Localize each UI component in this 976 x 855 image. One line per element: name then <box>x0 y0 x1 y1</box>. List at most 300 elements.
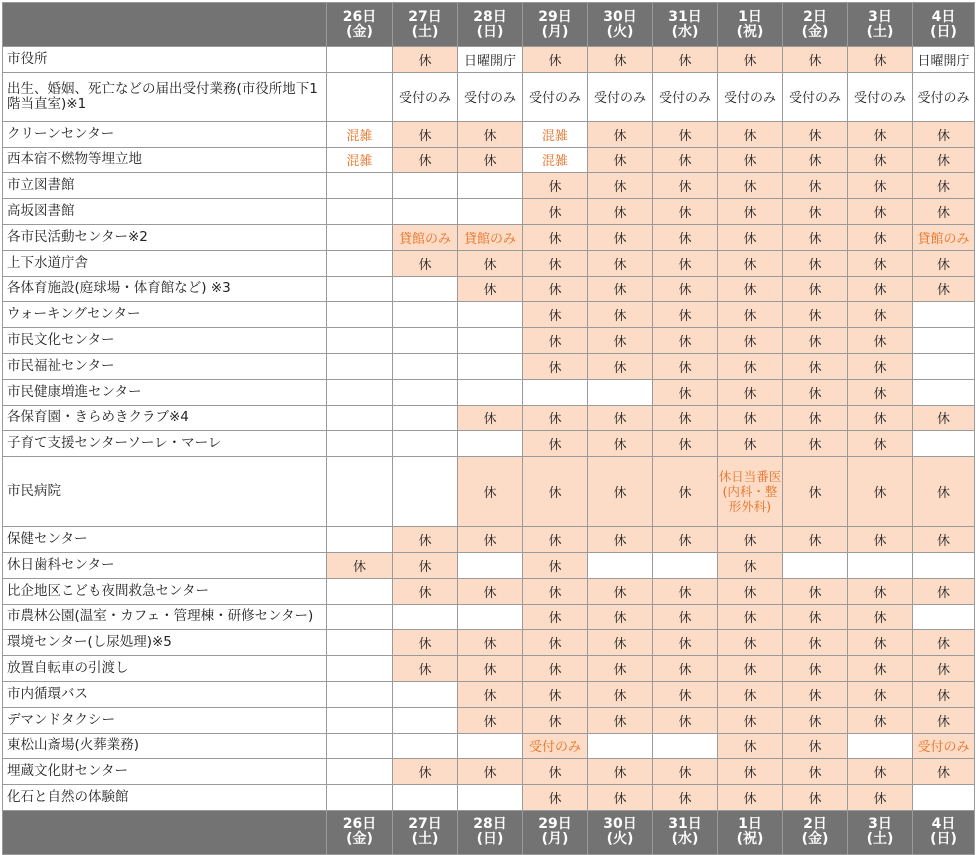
status-cell <box>327 405 393 431</box>
status-cell: 休 <box>783 250 848 276</box>
facility-name: 市民健康増進センター <box>3 379 327 405</box>
header-date-0 <box>327 3 393 47</box>
footer-date-3 <box>523 810 588 854</box>
status-cell: 休 <box>653 405 718 431</box>
status-cell: 休 <box>913 147 975 173</box>
facility-name: 各体育施設(庭球場・体育館など) ※3 <box>3 276 327 302</box>
status-cell <box>588 379 653 405</box>
date-weekday: (日) <box>930 831 957 848</box>
status-cell <box>393 681 458 707</box>
status-cell: 休 <box>848 147 913 173</box>
table-row <box>3 353 975 379</box>
status-cell: 休 <box>783 630 848 656</box>
status-cell: 休 <box>848 250 913 276</box>
status-cell: 休 <box>848 630 913 656</box>
status-cell: 休 <box>783 379 848 405</box>
status-cell: 休 <box>588 353 653 379</box>
status-cell: 休 <box>458 276 523 302</box>
status-cell <box>393 785 458 811</box>
status-cell <box>393 328 458 354</box>
status-cell: 受付のみ <box>913 733 975 759</box>
facility-name: 西本宿不燃物等埋立地 <box>3 147 327 173</box>
status-cell: 休 <box>458 457 523 527</box>
status-cell: 休 <box>653 578 718 604</box>
status-cell: 休 <box>523 604 588 630</box>
date-day: 3日 <box>868 8 892 25</box>
date-weekday: (水) <box>671 831 699 848</box>
status-cell: 休 <box>588 578 653 604</box>
status-cell: 休 <box>913 707 975 733</box>
facility-name: ウォーキングセンター <box>3 302 327 328</box>
facility-name: 出生、婚姻、死亡などの届出受付業務(市役所地下1階当直室)※1 <box>3 72 327 121</box>
status-cell <box>327 707 393 733</box>
status-cell <box>327 457 393 527</box>
status-cell: 休 <box>848 785 913 811</box>
facility-name: 市民病院 <box>3 457 327 527</box>
facility-name: 市立図書館 <box>3 173 327 199</box>
status-cell: 休 <box>523 173 588 199</box>
status-cell <box>523 379 588 405</box>
status-cell: 休 <box>783 604 848 630</box>
status-cell: 休 <box>523 224 588 250</box>
status-cell <box>458 552 523 578</box>
status-cell: 受付のみ <box>653 72 718 121</box>
status-cell: 休 <box>718 656 783 682</box>
status-cell: 休 <box>783 276 848 302</box>
status-cell: 休 <box>653 527 718 553</box>
status-cell: 休 <box>653 276 718 302</box>
status-cell: 休 <box>718 578 783 604</box>
status-cell: 休 <box>718 276 783 302</box>
status-cell: 休 <box>653 199 718 225</box>
table-row <box>3 199 975 225</box>
status-cell: 休 <box>718 379 783 405</box>
header-date-3 <box>523 3 588 47</box>
date-weekday: (土) <box>866 831 894 848</box>
status-cell: 休 <box>913 405 975 431</box>
header-date-8 <box>848 3 913 47</box>
status-cell <box>458 199 523 225</box>
date-day: 28日 <box>473 8 507 25</box>
status-cell <box>458 733 523 759</box>
status-cell <box>588 733 653 759</box>
table-row <box>3 250 975 276</box>
status-cell: 休 <box>458 759 523 785</box>
status-cell: 休 <box>523 707 588 733</box>
status-cell: 休 <box>718 224 783 250</box>
status-cell: 休 <box>913 630 975 656</box>
status-cell: 休 <box>458 147 523 173</box>
status-cell: 休 <box>653 250 718 276</box>
status-cell: 休 <box>913 527 975 553</box>
header-date-9 <box>913 3 975 47</box>
status-cell: 休 <box>588 759 653 785</box>
status-cell: 日曜開庁 <box>913 47 975 73</box>
status-cell: 混雑 <box>327 147 393 173</box>
status-cell: 休 <box>588 250 653 276</box>
status-cell: 休 <box>848 379 913 405</box>
status-cell <box>327 224 393 250</box>
table-row <box>3 302 975 328</box>
status-cell: 休 <box>327 552 393 578</box>
status-cell: 休 <box>783 147 848 173</box>
header-date-7 <box>783 3 848 47</box>
status-cell: 休 <box>393 552 458 578</box>
status-cell: 受付のみ <box>523 72 588 121</box>
status-cell: 休 <box>913 759 975 785</box>
status-cell: 休 <box>783 785 848 811</box>
table-row <box>3 457 975 527</box>
status-cell: 休 <box>848 302 913 328</box>
table-row <box>3 173 975 199</box>
status-cell: 受付のみ <box>848 72 913 121</box>
status-cell: 休 <box>393 759 458 785</box>
status-cell: 混雑 <box>523 147 588 173</box>
status-cell <box>327 527 393 553</box>
facility-name: 市農林公園(温室・カフェ・管理棟・研修センター) <box>3 604 327 630</box>
status-cell: 休 <box>523 785 588 811</box>
status-cell <box>848 733 913 759</box>
status-cell: 休 <box>783 121 848 147</box>
status-cell: 休 <box>653 630 718 656</box>
facility-name: 市民福祉センター <box>3 353 327 379</box>
status-cell <box>327 759 393 785</box>
status-cell: 休 <box>913 121 975 147</box>
date-day: 1日 <box>738 816 762 833</box>
date-header <box>3 3 975 47</box>
date-footer <box>3 810 975 854</box>
status-cell <box>458 353 523 379</box>
date-weekday: (日) <box>476 23 504 40</box>
status-cell: 休 <box>848 527 913 553</box>
status-cell: 貸館のみ <box>913 224 975 250</box>
date-weekday: (月) <box>541 831 569 848</box>
status-cell: 休 <box>783 578 848 604</box>
status-cell: 休 <box>393 47 458 73</box>
status-cell: 休 <box>848 656 913 682</box>
date-weekday: (日) <box>476 831 504 848</box>
date-day: 2日 <box>803 816 827 833</box>
status-cell <box>327 656 393 682</box>
date-day: 2日 <box>803 8 827 25</box>
status-cell: 休 <box>718 250 783 276</box>
status-cell: 休 <box>523 199 588 225</box>
table-row <box>3 707 975 733</box>
date-day: 30日 <box>603 816 637 833</box>
status-cell <box>393 353 458 379</box>
status-cell: 休 <box>458 121 523 147</box>
status-cell <box>458 379 523 405</box>
table-row <box>3 578 975 604</box>
status-cell: 休 <box>458 656 523 682</box>
status-cell: 休 <box>523 578 588 604</box>
status-cell: 受付のみ <box>393 72 458 121</box>
status-cell: 休 <box>848 405 913 431</box>
table-row <box>3 405 975 431</box>
status-cell: 受付のみ <box>718 72 783 121</box>
status-cell <box>458 604 523 630</box>
status-cell: 受付のみ <box>458 72 523 121</box>
status-cell: 休 <box>913 457 975 527</box>
status-cell: 休 <box>588 328 653 354</box>
status-cell: 休 <box>848 199 913 225</box>
status-cell <box>588 552 653 578</box>
date-day: 29日 <box>538 8 572 25</box>
status-cell <box>327 379 393 405</box>
status-cell <box>327 173 393 199</box>
status-cell: 休 <box>783 733 848 759</box>
status-cell: 休 <box>458 630 523 656</box>
status-cell: 休 <box>588 302 653 328</box>
date-day: 29日 <box>538 816 572 833</box>
date-weekday: (祝) <box>736 831 764 848</box>
table-row <box>3 47 975 73</box>
status-cell: 休 <box>848 121 913 147</box>
header-date-1 <box>393 3 458 47</box>
facility-name: 埋蔵文化財センター <box>3 759 327 785</box>
status-cell: 休 <box>523 250 588 276</box>
status-cell: 休 <box>653 681 718 707</box>
status-cell: 休日当番医(内科・整形外科) <box>718 457 783 527</box>
status-cell: 休 <box>718 147 783 173</box>
status-cell <box>913 552 975 578</box>
date-day: 4日 <box>931 8 956 25</box>
status-cell: 休 <box>588 457 653 527</box>
footer-date-0 <box>327 810 393 854</box>
status-cell: 休 <box>653 785 718 811</box>
status-cell: 受付のみ <box>783 72 848 121</box>
facility-name: 子育て支援センターソーレ・マーレ <box>3 431 327 457</box>
status-cell: 休 <box>913 199 975 225</box>
status-cell <box>393 707 458 733</box>
facility-name: 各保育園・きらめきクラブ※4 <box>3 405 327 431</box>
status-cell: 休 <box>458 405 523 431</box>
status-cell: 休 <box>588 121 653 147</box>
table-row <box>3 328 975 354</box>
status-cell: 休 <box>653 457 718 527</box>
facility-name: 市民文化センター <box>3 328 327 354</box>
facility-name: 比企地区こども夜間救急センター <box>3 578 327 604</box>
status-cell: 休 <box>588 431 653 457</box>
status-cell: 休 <box>718 604 783 630</box>
table-row <box>3 604 975 630</box>
status-cell: 休 <box>783 224 848 250</box>
status-cell: 休 <box>523 302 588 328</box>
table-row <box>3 121 975 147</box>
status-cell: 休 <box>848 276 913 302</box>
table-row <box>3 552 975 578</box>
status-cell: 休 <box>848 47 913 73</box>
facility-name: 環境センター(し尿処理)※5 <box>3 630 327 656</box>
status-cell: 休 <box>393 656 458 682</box>
status-cell: 休 <box>783 759 848 785</box>
date-weekday: (金) <box>346 831 373 848</box>
status-cell: 休 <box>588 47 653 73</box>
status-cell <box>393 405 458 431</box>
table-row <box>3 431 975 457</box>
status-cell <box>913 302 975 328</box>
status-cell: 休 <box>588 785 653 811</box>
status-cell: 休 <box>718 121 783 147</box>
status-cell: 休 <box>913 276 975 302</box>
status-cell: 休 <box>718 405 783 431</box>
status-cell: 休 <box>913 173 975 199</box>
status-cell: 休 <box>588 630 653 656</box>
status-cell <box>913 328 975 354</box>
status-cell: 休 <box>523 47 588 73</box>
status-cell <box>327 302 393 328</box>
status-cell: 休 <box>458 527 523 553</box>
status-cell <box>327 578 393 604</box>
footer-date-8 <box>848 810 913 854</box>
facility-name: 市内循環バス <box>3 681 327 707</box>
status-cell: 休 <box>783 707 848 733</box>
status-cell: 休 <box>913 681 975 707</box>
table-row <box>3 656 975 682</box>
status-cell <box>783 552 848 578</box>
date-day: 3日 <box>868 816 892 833</box>
status-cell: 休 <box>848 224 913 250</box>
status-cell <box>327 681 393 707</box>
status-cell: 休 <box>653 224 718 250</box>
status-cell: 混雑 <box>523 121 588 147</box>
status-cell <box>327 353 393 379</box>
status-cell: 休 <box>588 707 653 733</box>
status-cell: 休 <box>523 405 588 431</box>
status-cell: 休 <box>653 302 718 328</box>
date-weekday: (火) <box>606 23 634 40</box>
date-weekday: (金) <box>801 831 829 848</box>
status-cell <box>913 431 975 457</box>
status-cell: 休 <box>588 276 653 302</box>
table-row <box>3 72 975 121</box>
status-cell <box>393 173 458 199</box>
status-cell <box>393 302 458 328</box>
facility-name: クリーンセンター <box>3 121 327 147</box>
table-row <box>3 630 975 656</box>
footer-date-7 <box>783 810 848 854</box>
footer-date-4 <box>588 810 653 854</box>
date-weekday: (祝) <box>736 23 764 40</box>
date-day: 28日 <box>473 816 507 833</box>
status-cell <box>327 328 393 354</box>
status-cell: 休 <box>653 353 718 379</box>
footer-corner <box>3 810 327 854</box>
status-cell: 休 <box>458 681 523 707</box>
status-cell: 休 <box>913 578 975 604</box>
status-cell: 休 <box>588 527 653 553</box>
status-cell <box>393 431 458 457</box>
status-cell: 休 <box>718 552 783 578</box>
table-row <box>3 785 975 811</box>
status-cell: 休 <box>718 328 783 354</box>
date-weekday: (土) <box>866 23 894 40</box>
status-cell: 休 <box>848 431 913 457</box>
status-cell: 休 <box>783 353 848 379</box>
facility-name: 各市民活動センター※2 <box>3 224 327 250</box>
status-cell: 休 <box>588 147 653 173</box>
footer-date-6 <box>718 810 783 854</box>
status-cell: 休 <box>458 578 523 604</box>
status-cell: 休 <box>718 527 783 553</box>
status-cell: 休 <box>848 707 913 733</box>
date-day: 30日 <box>603 8 637 25</box>
status-cell: 休 <box>588 681 653 707</box>
status-cell: 休 <box>718 707 783 733</box>
facility-name: 休日歯科センター <box>3 552 327 578</box>
status-cell <box>393 733 458 759</box>
status-cell <box>913 785 975 811</box>
status-cell: 休 <box>718 785 783 811</box>
status-cell: 休 <box>393 147 458 173</box>
header-date-2 <box>458 3 523 47</box>
status-cell: 休 <box>458 250 523 276</box>
status-cell: 休 <box>718 681 783 707</box>
status-cell: 休 <box>718 431 783 457</box>
header-date-4 <box>588 3 653 47</box>
footer-date-9 <box>913 810 975 854</box>
status-cell: 休 <box>783 457 848 527</box>
date-weekday: (日) <box>930 23 957 40</box>
status-cell: 休 <box>783 656 848 682</box>
status-cell: 休 <box>718 353 783 379</box>
status-cell: 休 <box>523 328 588 354</box>
status-cell: 休 <box>783 199 848 225</box>
date-day: 1日 <box>738 8 762 25</box>
date-day: 27日 <box>408 816 442 833</box>
status-cell: 休 <box>523 759 588 785</box>
status-cell: 休 <box>393 121 458 147</box>
status-cell: 休 <box>848 353 913 379</box>
date-weekday: (水) <box>671 23 699 40</box>
table-row <box>3 759 975 785</box>
status-cell: 休 <box>718 173 783 199</box>
status-cell: 日曜開庁 <box>458 47 523 73</box>
status-cell: 休 <box>523 656 588 682</box>
status-cell <box>458 302 523 328</box>
status-cell: 休 <box>653 759 718 785</box>
status-cell: 休 <box>393 578 458 604</box>
facility-name: 東松山斎場(火葬業務) <box>3 733 327 759</box>
status-cell: 休 <box>783 302 848 328</box>
status-cell: 休 <box>783 431 848 457</box>
status-cell: 休 <box>848 759 913 785</box>
status-cell: 休 <box>653 707 718 733</box>
status-cell <box>458 785 523 811</box>
status-cell <box>327 199 393 225</box>
status-cell: 休 <box>913 250 975 276</box>
status-cell: 休 <box>783 527 848 553</box>
status-cell: 休 <box>588 405 653 431</box>
status-cell: 休 <box>848 457 913 527</box>
date-weekday: (月) <box>541 23 569 40</box>
holiday-schedule-table <box>2 2 975 855</box>
status-cell: 休 <box>718 199 783 225</box>
table-row <box>3 224 975 250</box>
status-cell: 休 <box>653 147 718 173</box>
status-cell <box>327 250 393 276</box>
status-cell: 休 <box>393 250 458 276</box>
table-row <box>3 147 975 173</box>
footer-date-2 <box>458 810 523 854</box>
date-day: 31日 <box>668 816 702 833</box>
status-cell <box>327 604 393 630</box>
status-cell: 休 <box>783 47 848 73</box>
facility-rows <box>3 47 975 811</box>
status-cell <box>327 47 393 73</box>
status-cell <box>653 733 718 759</box>
table-row <box>3 527 975 553</box>
